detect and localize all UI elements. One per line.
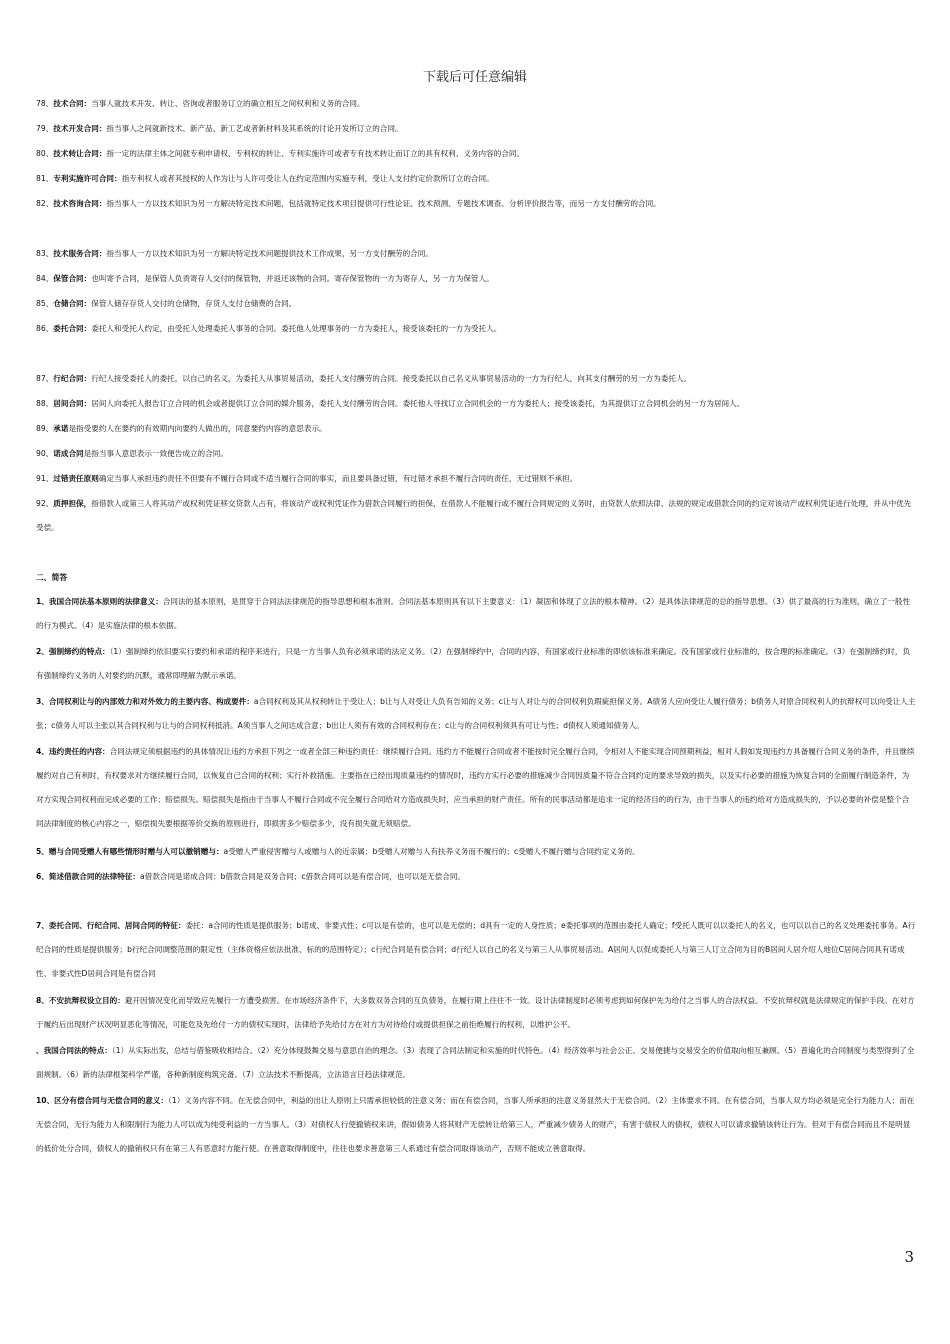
page-number: 3 [904,1248,914,1266]
definition-item: 86、委托合同：委托人和受托人约定，由受托人处理委托人事务的合同。委托他人处理事务的一方为委托人，接受该委托的一方为受托人。 [36,324,502,333]
qa-item: 1、我国合同法基本原则的法律意义：合同法的基本原则，是贯穿于合同法法律规范的指导思想和根本准则。合同法基本原则具有以下主要意义：（1）凝固和体现了立法的根本精神。（2）是具体法律规范的总的指导思想。（3）供了最高的行为准则，确立了一般性的行为模式。（4）是实施法律的根本依据。 [36,597,911,630]
qa-item: 、我国合同法的特点：（1）从实际出发，总结与借鉴吸收相结合。（2）充分体现鼓舞交易与意思自治的理念。（3）表现了合同法制定和实施的时代特色。（4）经济效率与社会公正、交易便捷与交易安全的价值取向相互兼顾。（5）普遍化的合同制度与类型得到了全面规制。（6）新的法律框架科学严谨，各种新制度构筑完备。（7）立法技术不断提高，立法语言日趋法律规范。 [36,1046,915,1079]
qa-item: 10、区分有偿合同与无偿合同的意义：（1）义务内容不同。在无偿合同中，利益的出让人原则上只需承担较低的注意义务；而在有偿合同，当事人所承担的注意义务显然大于无偿合同。（2）主体要求不同。在有偿合同，当事人双方均必须是完全行为能力人；而在无偿合同，无行为能力人和限制行为能力人可以成为纯受利益的一方当事人。（3）对债权人行使撤销权来讲，假如债务人将其财产无偿转让给第三人，严重减少债务人的财产，有害于债权人的债权，债权人可以请求撤销该转让行为。但对于有偿合同而且不是明显的低价处分合同，债权人的撤销权只有在第三人有恶意时方能行使。在善意取得制度中，往往也要求善意第三人系通过有偿合同取得该动产，否则不能成立善意取得。 [36,1096,915,1153]
definition-item: 82、技术咨询合同：指当事人一方以技术知识为另一方解决特定技术问题，包括就特定技术项目提供可行性论证、技术预测、专题技术调查、分析评价报告等，而另一方支付酬劳的合同。 [36,199,661,208]
definition-item: 90、诺成合同是指当事人意思表示一致便告成立的合同。 [36,449,228,458]
definition-item: 87、行纪合同：行纪人接受委托人的委托，以自己的名义，为委托人从事贸易活动，委托人支付酬劳的合同。接受委托以自己名义从事贸易活动的一方为行纪人，向其支付酬劳的另一方为委托人。 [36,374,692,383]
definition-item: 91、过错责任原则确定当事人承担违约责任不但要有不履行合同或不适当履行合同的事实，而且要具备过错，有过错才承担不履行合同的责任，无过错则不承担。 [36,474,578,483]
definition-item: 80、技术转让合同：指一定的法律主体之间就专利申请权、专利权的转让、专利实施许可或者专有技术转让而订立的具有权利、义务内容的合同。 [36,149,525,158]
definition-item: 78、技术合同：当事人就技术开发、转让、咨询或者服务订立的确立相互之间权利和义务的合同。 [36,99,365,108]
qa-item: 6、简述借款合同的法律特征：a借款合同是诺成合同；b借款合同是双务合同；c借款合同可以是有偿合同，也可以是无偿合同。 [36,872,466,881]
definition-item: 83、技术服务合同：指当事人一方以技术知识为另一方解决特定技术问题提供技术工作成果，另一方支付酬劳的合同。 [36,249,433,258]
section-heading: 二、简答 [36,573,68,582]
page-header: 下载后可任意编辑 [422,70,527,85]
definition-item: 79、技术开发合同：指当事人之间就新技术、新产品、新工艺或者新材料及其系统的讨论开发所订立的合同。 [36,124,403,133]
qa-item: 3、合同权利让与的内部效力和对外效力的主要内容、构成要件：a合同权利及其从权利转让于受让人；b让与人对受让人负有告知的义务；c让与人对让与的合同权利负瑕疵担保义务。A债务人应向受让人履行债务；b债务人对原合同权利人的抗辩权可以向受让人主张；c债务人可以主张以其合同权利与让与的合同权利抵消。A须当事人之间达成合意；b出让人须有有效的合同权利存在；c让与的合同权利须具有可让与性；d债权人须通知债务人。 [36,697,916,730]
qa-item: 7、委托合同、行纪合同、居间合同的特征：委托：a合同的性质是提供服务；b诺成、非要式性；c可以是有偿的，也可以是无偿的；d具有一定的人身性质；e委托事项的范围由委托人确定；f受托人既可以以委托人的名义，也可以以自己的名义处理委托事务。A行纪合同的性质是提供服务；b行纪合同调整范围的限定性（主体资格应依法批准、标的的范围特定）；c行纪合同是有偿合同；d行纪人以自己的名义与第三人从事贸易活动。A居间人以促成委托人与第三人订立合同为目的B居间人居介绍人地位C居间合同具有诺成性、非要式性D居间合同是有偿合同 [36,921,916,978]
definition-item: 84、保管合同：也叫寄予合同，是保管人负责寄存人交付的保管物，并返还该物的合同。寄存保管物的一方为寄存人，另一方为保管人。 [36,274,494,283]
definition-item: 92、质押担保，指借款人或第三人将其动产或权利凭证移交贷款人占有，将该动产或权利凭证作为借款合同履行的担保，在借款人不能履行或不履行合同规定的义务时，由贷款人依照法律、法规的规定或借款合同的约定对该动产或权利凭证进行处理，并从中优先受偿。 [36,499,912,532]
qa-item: 4、违约责任的内容：合同法规定须根据违约的具体情况让违约方承担下列之一或者全部三种违约责任：继续履行合同。违约方不能履行合同或者不能按时完全履行合同，令相对人不能实现合同预期利益，相对人假如发现违约方具备履行合同义务的条件，并且继续履约对自己有利时，有权要求对方继续履行合同，以恢复自己合同的权利；实行补救措施。主要指在已经出现质量违约的情况时，违约方实行必要的措施减少合同因质量不符合合同约定的要求导致的损失，以及实行必要的措施为恢复合同的全面履行制造条件，为对方实现合同权利而完成必要的工作；赔偿损失。赔偿损失是指由于当事人不履行合同或不完全履行合同给对方造成损失时，应当承担的财产责任。所有的民事活动都是追求一定的经济目的的行为，由于当事人的违约给对方造成损失的，予以必要的补偿是整个合同法律制度的核心内容之一，赔偿损失要根据等价交换的原则进行，即损害多少赔偿多少，没有损失就无须赔偿。 [36,747,915,828]
definition-item: 89、承诺是指受要约人在要约的有效期内向要约人做出的，同意要约内容的意思表示。 [36,424,327,433]
definition-item: 88、居间合同：居间人向委托人报告订立合同的机会或者提供订立合同的媒介服务，委托人支付酬劳的合同。委托他人寻找订立合同机会的一方为委托人；接受该委托，为其提供订立合同机会的另一方为居间人。 [36,399,745,408]
qa-item: 2、强制缔约的特点：（1）强制缔约依旧要实行要约和承诺的程序来进行，只是一方当事人负有必须承诺的法定义务。（2）在强制缔约中，合同的内容，有国家或行业标准的即依该标准来确定。没有国家或行业标准的，按合理的标准确定。（3）在强制缔约时，负有强制缔约义务的人对要约的沉默，通常即理解为默示承诺。 [36,647,911,680]
definition-item: 81、专利实施许可合同：指专利权人或者其授权的人作为让与人许可受让人在约定范围内实施专利，受让人支付约定价款所订立的合同。 [36,174,494,183]
qa-item: 8、不安抗辩权设立目的：避开因情况变化而导致应先履行一方遭受损害。在市场经济条件下，大多数双务合同的互负债务，在履行期上往往不一致。设计法律制度时必须考虑到如何保护先为给付之当事人的合法权益。不安抗辩权就是法律规定的保护手段。在对方于履约后出现财产状况明显恶化等情况，可能危及先给付一方的债权实现时，法律给予先给付方在对方为对待给付或提供担保之前拒绝履行的权利，以维护公平。 [36,996,915,1029]
definition-item: 85、仓储合同：保管人储存存货人交付的仓储物，存货人支付仓储费的合同。 [36,299,297,308]
qa-item: 5、赠与合同受赠人有哪些情形时赠与人可以撤销赠与：a受赠人严重侵害赠与人或赠与人的近亲属；b受赠人对赠与人有扶养义务而不履行的；c受赠人不履行赠与合同约定义务的。 [36,847,640,856]
